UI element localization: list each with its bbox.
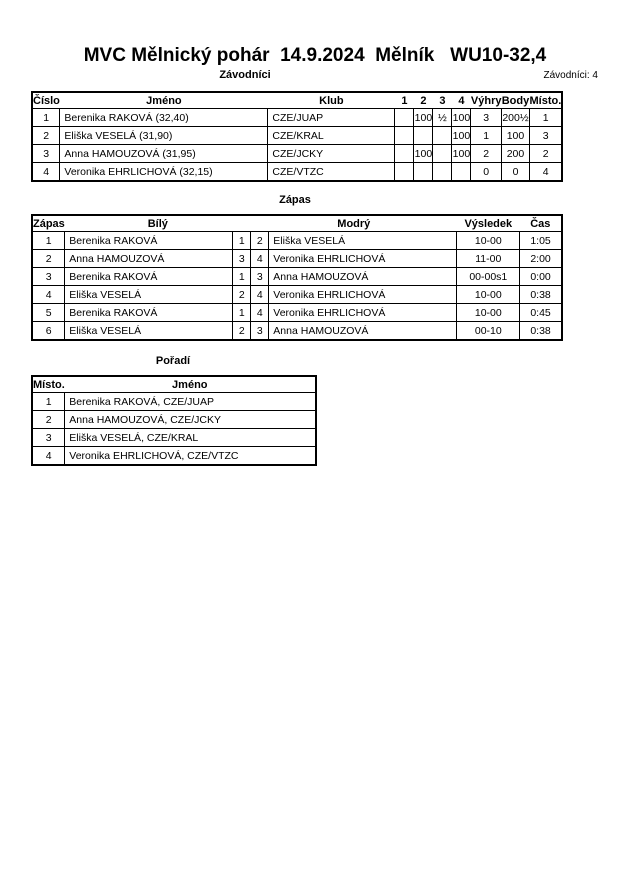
col-header-ranking-place: Místo. <box>33 378 65 391</box>
competitor-round-3 <box>433 163 452 182</box>
col-header-white: Bílý <box>147 217 168 230</box>
competitor-number: 3 <box>32 145 60 163</box>
competitor-round-4: 100 <box>452 109 471 127</box>
matches-table <box>31 214 563 341</box>
match-row <box>32 322 562 341</box>
ranking-table <box>31 375 317 466</box>
competitors-table <box>31 91 563 182</box>
match-blue-number: 2 <box>251 232 269 250</box>
col-header-time: Čas <box>530 217 551 230</box>
match-blue-number: 3 <box>251 268 269 286</box>
match-row <box>32 250 562 268</box>
col-header-wins: Výhry <box>470 94 502 107</box>
match-white-name: Eliška VESELÁ <box>65 286 233 304</box>
match-white-name: Eliška VESELÁ <box>65 322 233 341</box>
competitor-club: CZE/KRAL <box>268 127 395 145</box>
match-result: 11-00 <box>457 250 520 268</box>
match-result: 10-00 <box>457 232 520 250</box>
match-row <box>32 304 562 322</box>
match-result: 00-00s1 <box>457 268 520 286</box>
matches-header-row <box>32 215 562 232</box>
competitor-points: 200½ <box>501 109 529 127</box>
col-header-number: Číslo <box>33 94 60 107</box>
match-time: 0:38 <box>520 322 562 341</box>
competitor-club: CZE/JUAP <box>268 109 395 127</box>
competitor-wins: 0 <box>471 163 502 182</box>
competitor-round-4 <box>452 163 471 182</box>
ranking-row <box>32 411 316 429</box>
match-white-number: 2 <box>233 322 251 341</box>
match-time: 0:00 <box>520 268 562 286</box>
competitor-club: CZE/JCKY <box>268 145 395 163</box>
col-header-round-3: 3 <box>439 94 446 107</box>
competitor-name: Berenika RAKOVÁ (32,40) <box>60 109 268 127</box>
match-number: 5 <box>32 304 65 322</box>
competitor-round-2 <box>414 127 433 145</box>
col-header-place: Místo. <box>529 94 562 107</box>
ranking-name: Eliška VESELÁ, CZE/KRAL <box>65 429 316 447</box>
competitor-round-3 <box>433 127 452 145</box>
ranking-name: Anna HAMOUZOVÁ, CZE/JCKY <box>65 411 316 429</box>
competitor-round-3 <box>433 145 452 163</box>
match-blue-name: Veronika EHRLICHOVÁ <box>269 286 457 304</box>
competitor-place: 2 <box>529 145 562 163</box>
competitor-wins: 3 <box>471 109 502 127</box>
competitors-header-row <box>32 92 562 109</box>
match-blue-name: Veronika EHRLICHOVÁ <box>269 304 457 322</box>
match-white-number: 1 <box>233 304 251 322</box>
match-result: 00-10 <box>457 322 520 341</box>
competitor-count: Závodníci: 4 <box>543 70 598 81</box>
col-header-result: Výsledek <box>464 217 513 230</box>
col-header-round-1: 1 <box>401 94 408 107</box>
match-white-number: 1 <box>233 268 251 286</box>
competitor-place: 4 <box>529 163 562 182</box>
competitor-club: CZE/VTZC <box>268 163 395 182</box>
match-number: 6 <box>32 322 65 341</box>
page-title: MVC Mělnický pohár 14.9.2024 Mělník WU10-32,4 <box>83 45 547 66</box>
competitor-round-2: 100 <box>414 145 433 163</box>
match-result: 10-00 <box>457 304 520 322</box>
competitor-round-2 <box>414 163 433 182</box>
ranking-place: 1 <box>32 393 65 411</box>
competitor-round-4: 100 <box>452 127 471 145</box>
competitor-round-1 <box>395 109 414 127</box>
competitor-row <box>32 127 562 145</box>
match-white-number: 1 <box>233 232 251 250</box>
matches-section-title: Zápas <box>279 194 311 206</box>
match-number: 3 <box>32 268 65 286</box>
match-blue-number: 3 <box>251 322 269 341</box>
ranking-row <box>32 429 316 447</box>
competitor-round-4: 100 <box>452 145 471 163</box>
competitor-points: 200 <box>501 145 529 163</box>
col-header-round-2: 2 <box>420 94 427 107</box>
match-number: 1 <box>32 232 65 250</box>
match-blue-name: Anna HAMOUZOVÁ <box>269 322 457 341</box>
competitors-section-title: Závodníci <box>219 69 271 81</box>
col-header-name: Jméno <box>146 94 182 107</box>
competitor-number: 2 <box>32 127 60 145</box>
match-white-name: Anna HAMOUZOVÁ <box>65 250 233 268</box>
match-row <box>32 286 562 304</box>
competitor-round-1 <box>395 127 414 145</box>
competitor-name: Veronika EHRLICHOVÁ (32,15) <box>60 163 268 182</box>
competitor-wins: 2 <box>471 145 502 163</box>
col-header-ranking-name: Jméno <box>172 378 208 391</box>
ranking-row <box>32 447 316 466</box>
competitor-number: 1 <box>32 109 60 127</box>
ranking-name: Veronika EHRLICHOVÁ, CZE/VTZC <box>65 447 316 466</box>
match-blue-name: Anna HAMOUZOVÁ <box>269 268 457 286</box>
ranking-place: 2 <box>32 411 65 429</box>
col-header-round-4: 4 <box>458 94 465 107</box>
competitor-wins: 1 <box>471 127 502 145</box>
match-row <box>32 268 562 286</box>
competitor-round-1 <box>395 145 414 163</box>
competitor-round-2: 100 <box>414 109 433 127</box>
match-white-name: Berenika RAKOVÁ <box>65 268 233 286</box>
competitor-points: 0 <box>501 163 529 182</box>
competitor-round-1 <box>395 163 414 182</box>
match-blue-name: Eliška VESELÁ <box>269 232 457 250</box>
competitor-place: 3 <box>529 127 562 145</box>
match-row <box>32 232 562 250</box>
col-header-blue: Modrý <box>337 217 371 230</box>
ranking-section-title: Pořadí <box>155 355 191 367</box>
competitor-row <box>32 163 562 182</box>
ranking-row <box>32 393 316 411</box>
match-blue-number: 4 <box>251 250 269 268</box>
match-blue-name: Veronika EHRLICHOVÁ <box>269 250 457 268</box>
competitor-row <box>32 109 562 127</box>
competitor-name: Eliška VESELÁ (31,90) <box>60 127 268 145</box>
competitor-points: 100 <box>501 127 529 145</box>
match-time: 2:00 <box>520 250 562 268</box>
match-blue-number: 4 <box>251 286 269 304</box>
competitor-round-3: ½ <box>433 109 452 127</box>
match-number: 4 <box>32 286 65 304</box>
match-time: 0:45 <box>520 304 562 322</box>
match-blue-number: 4 <box>251 304 269 322</box>
match-result: 10-00 <box>457 286 520 304</box>
col-header-match: Zápas <box>33 217 65 230</box>
competitor-number: 4 <box>32 163 60 182</box>
col-header-points: Body <box>501 94 530 107</box>
match-white-number: 3 <box>233 250 251 268</box>
competitor-row <box>32 145 562 163</box>
match-white-number: 2 <box>233 286 251 304</box>
match-time: 0:38 <box>520 286 562 304</box>
col-header-club: Klub <box>319 94 344 107</box>
match-number: 2 <box>32 250 65 268</box>
match-time: 1:05 <box>520 232 562 250</box>
match-white-name: Berenika RAKOVÁ <box>65 232 233 250</box>
competitor-name: Anna HAMOUZOVÁ (31,95) <box>60 145 268 163</box>
ranking-place: 3 <box>32 429 65 447</box>
match-white-name: Berenika RAKOVÁ <box>65 304 233 322</box>
ranking-name: Berenika RAKOVÁ, CZE/JUAP <box>65 393 316 411</box>
ranking-header-row <box>32 376 316 393</box>
ranking-place: 4 <box>32 447 65 466</box>
competitor-place: 1 <box>529 109 562 127</box>
